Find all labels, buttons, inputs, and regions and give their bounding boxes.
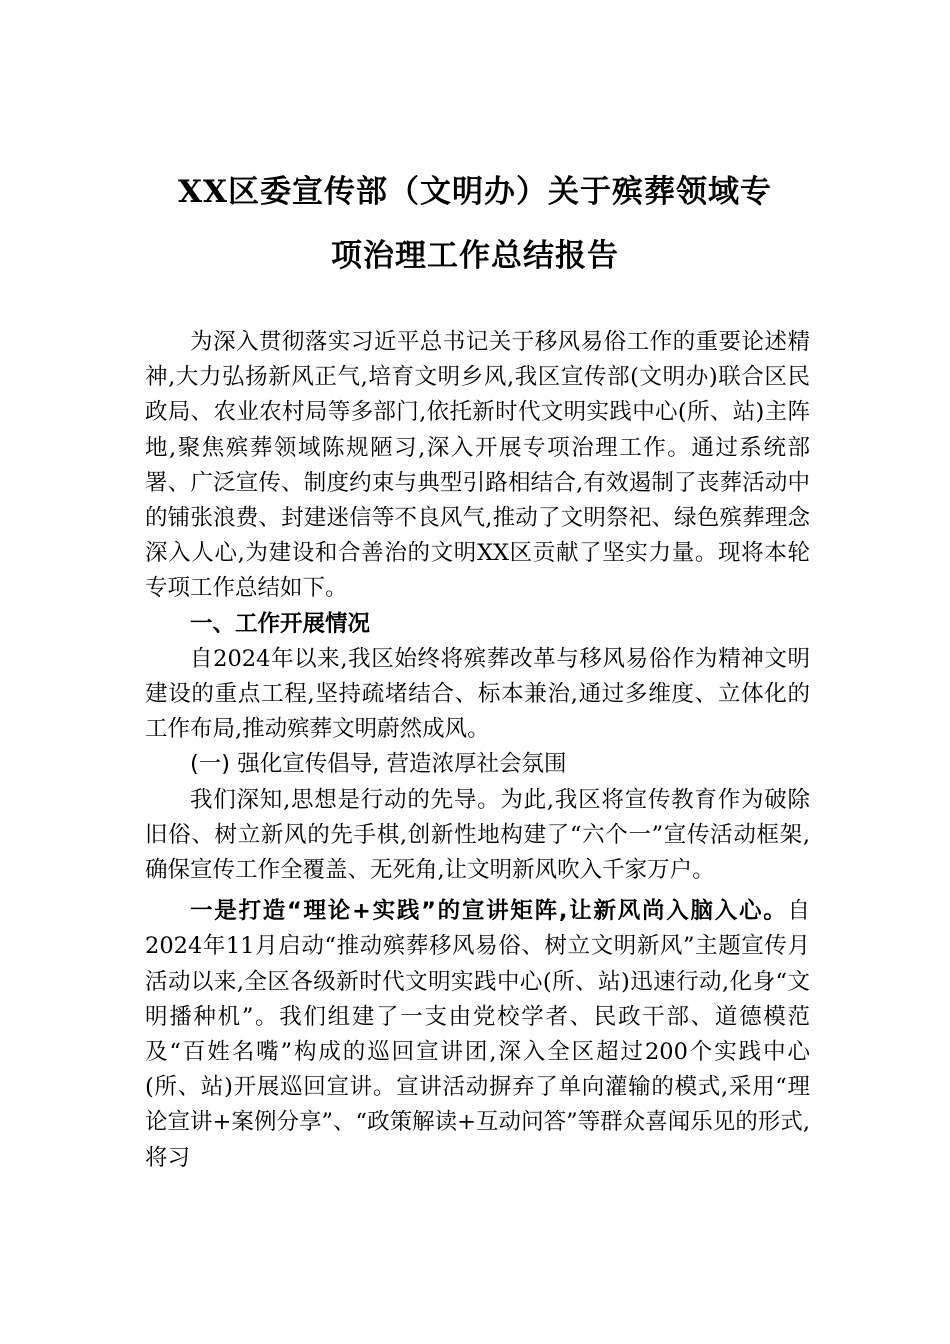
point-1-text: 自2024年11月启动“推动殡葬移风易俗、树立文明新风”主题宣传月活动以来,全区各级新时代文明实践中心(所、站)迅速行动,化身“文明播种机”。我们组建了一支由党校学者、民政干部、道德模范及“百姓名嘴”构成的巡回宣讲团,深入全区超过200个实践中心(所、站)开展巡回宣讲。宣讲活动摒弃了单向灌输的模式,采用“理论宣讲+案例分享”、“政策解读+互动问答”等群众喜闻乐见的形式,将习	[145, 898, 810, 1171]
document-title	[130, 160, 820, 288]
point-1-paragraph	[145, 894, 810, 1176]
section-1-paragraph: 自2024年以来,我区始终将殡葬改革与移风易俗作为精神文明建设的重点工程,坚持疏堵结合、标本兼治,通过多维度、立体化的工作布局,推动殡葬文明蔚然成风。	[145, 645, 810, 743]
subsection-1-paragraph: 我们深知,思想是行动的先导。为此,我区将宣传教育作为破除旧俗、树立新风的先手棋,创新性地构建了“六个一”宣传活动框架,确保宣传工作全覆盖、无死角,让文明新风吹入千家万户。	[145, 786, 810, 884]
subsection-heading-1: (一) 强化宣传倡导, 营造浓厚社会氛围	[190, 751, 567, 778]
document-body	[145, 325, 810, 1176]
title-line-2: 项治理工作总结报告	[331, 238, 619, 274]
section-heading-1: 一、工作开展情况	[190, 610, 371, 637]
intro-paragraph: 为深入贯彻落实习近平总书记关于移风易俗工作的重要论述精神,大力弘扬新风正气,培育文明乡风,我区宣传部(文明办)联合区民政局、农业农村局等多部门,依托新时代文明实践中心(所、站)主阵地,聚焦殡葬领域陈规陋习,深入开展专项治理工作。通过系统部署、广泛宣传、制度约束与典型引路相结合,有效遏制了丧葬活动中的铺张浪费、封建迷信等不良风气,推动了文明祭祀、绿色殡葬理念深入人心,为建设和合善治的文明XX区贡献了坚实力量。现将本轮专项工作总结如下。	[145, 329, 810, 602]
title-line-1: XX区委宣传部（文明办）关于殡葬领域专	[177, 174, 773, 210]
point-1-lead: 一是打造“理论+实践”的宣讲矩阵,让新风尚入脑入心。	[190, 898, 788, 925]
